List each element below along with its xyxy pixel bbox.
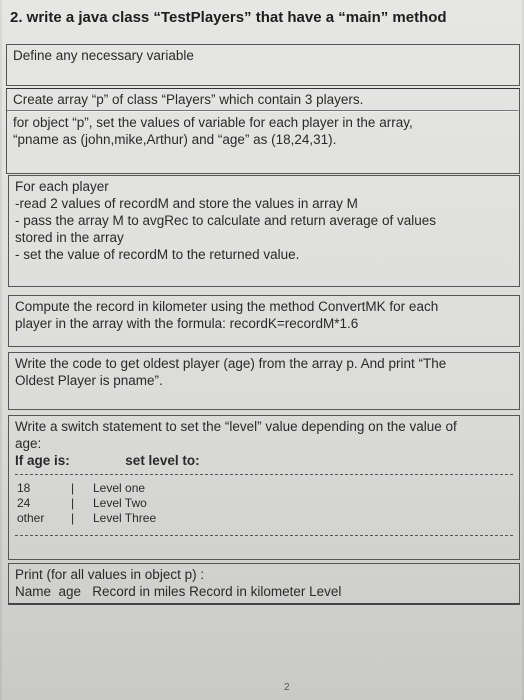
question-title: 2. write a java class “TestPlayers” that have a “main” method <box>10 9 447 26</box>
task-text: - pass the array M to avgRec to calculate and return average of values <box>15 213 436 228</box>
task-text: player in the array with the formula: recordK=recordM*1.6 <box>15 316 359 331</box>
worksheet-page <box>2 0 522 700</box>
task-text: Compute the record in kilometer using the method ConvertMK for each <box>15 299 439 314</box>
task-text: “pname as (john,mike,Arthur) and “age” as (18,24,31). <box>13 132 337 147</box>
task-text: Define any necessary variable <box>13 48 194 63</box>
if-age-label: If age is: <box>15 453 70 468</box>
task-text: for object “p”, set the values of variable for each player in the array, <box>13 115 413 130</box>
task-box-define-variables <box>6 44 520 86</box>
output-columns: Name age Record in miles Record in kilometer Level <box>15 584 342 599</box>
task-text: Oldest Player is pname”. <box>15 373 163 388</box>
task-box-print-output <box>8 563 520 605</box>
task-text: Write a switch statement to set the “level” value depending on the value of <box>15 419 457 434</box>
level-table <box>9 481 519 541</box>
row-separator: | <box>71 481 75 495</box>
level-value: Level Three <box>93 511 157 525</box>
task-text: For each player <box>15 179 109 194</box>
dashed-divider <box>15 474 513 475</box>
task-box-read-records <box>8 175 520 287</box>
task-text: - set the value of recordM to the returned value. <box>15 247 300 262</box>
level-value: Level Two <box>93 496 147 510</box>
row-separator: | <box>71 496 75 510</box>
task-box-oldest-player <box>8 352 520 410</box>
row-separator: | <box>71 511 75 525</box>
age-value: 24 <box>17 496 31 510</box>
task-box-create-array <box>6 88 520 174</box>
task-text: Print (for all values in object p) : <box>15 567 205 582</box>
task-text: Write the code to get oldest player (age) from the array p. And print “The <box>15 356 447 371</box>
task-text: stored in the array <box>15 230 124 245</box>
task-box-switch-level <box>8 415 520 560</box>
task-text: Create array “p” of class “Players” which contain 3 players. <box>13 92 364 107</box>
task-text: age: <box>15 436 42 451</box>
page-number: 2 <box>284 682 290 693</box>
age-value: other <box>17 511 45 525</box>
set-level-label: set level to: <box>125 453 200 468</box>
age-value: 18 <box>17 481 31 495</box>
task-box-convert-km <box>8 295 520 347</box>
task-text: -read 2 values of recordM and store the values in array M <box>15 196 358 211</box>
level-value: Level one <box>93 481 146 495</box>
